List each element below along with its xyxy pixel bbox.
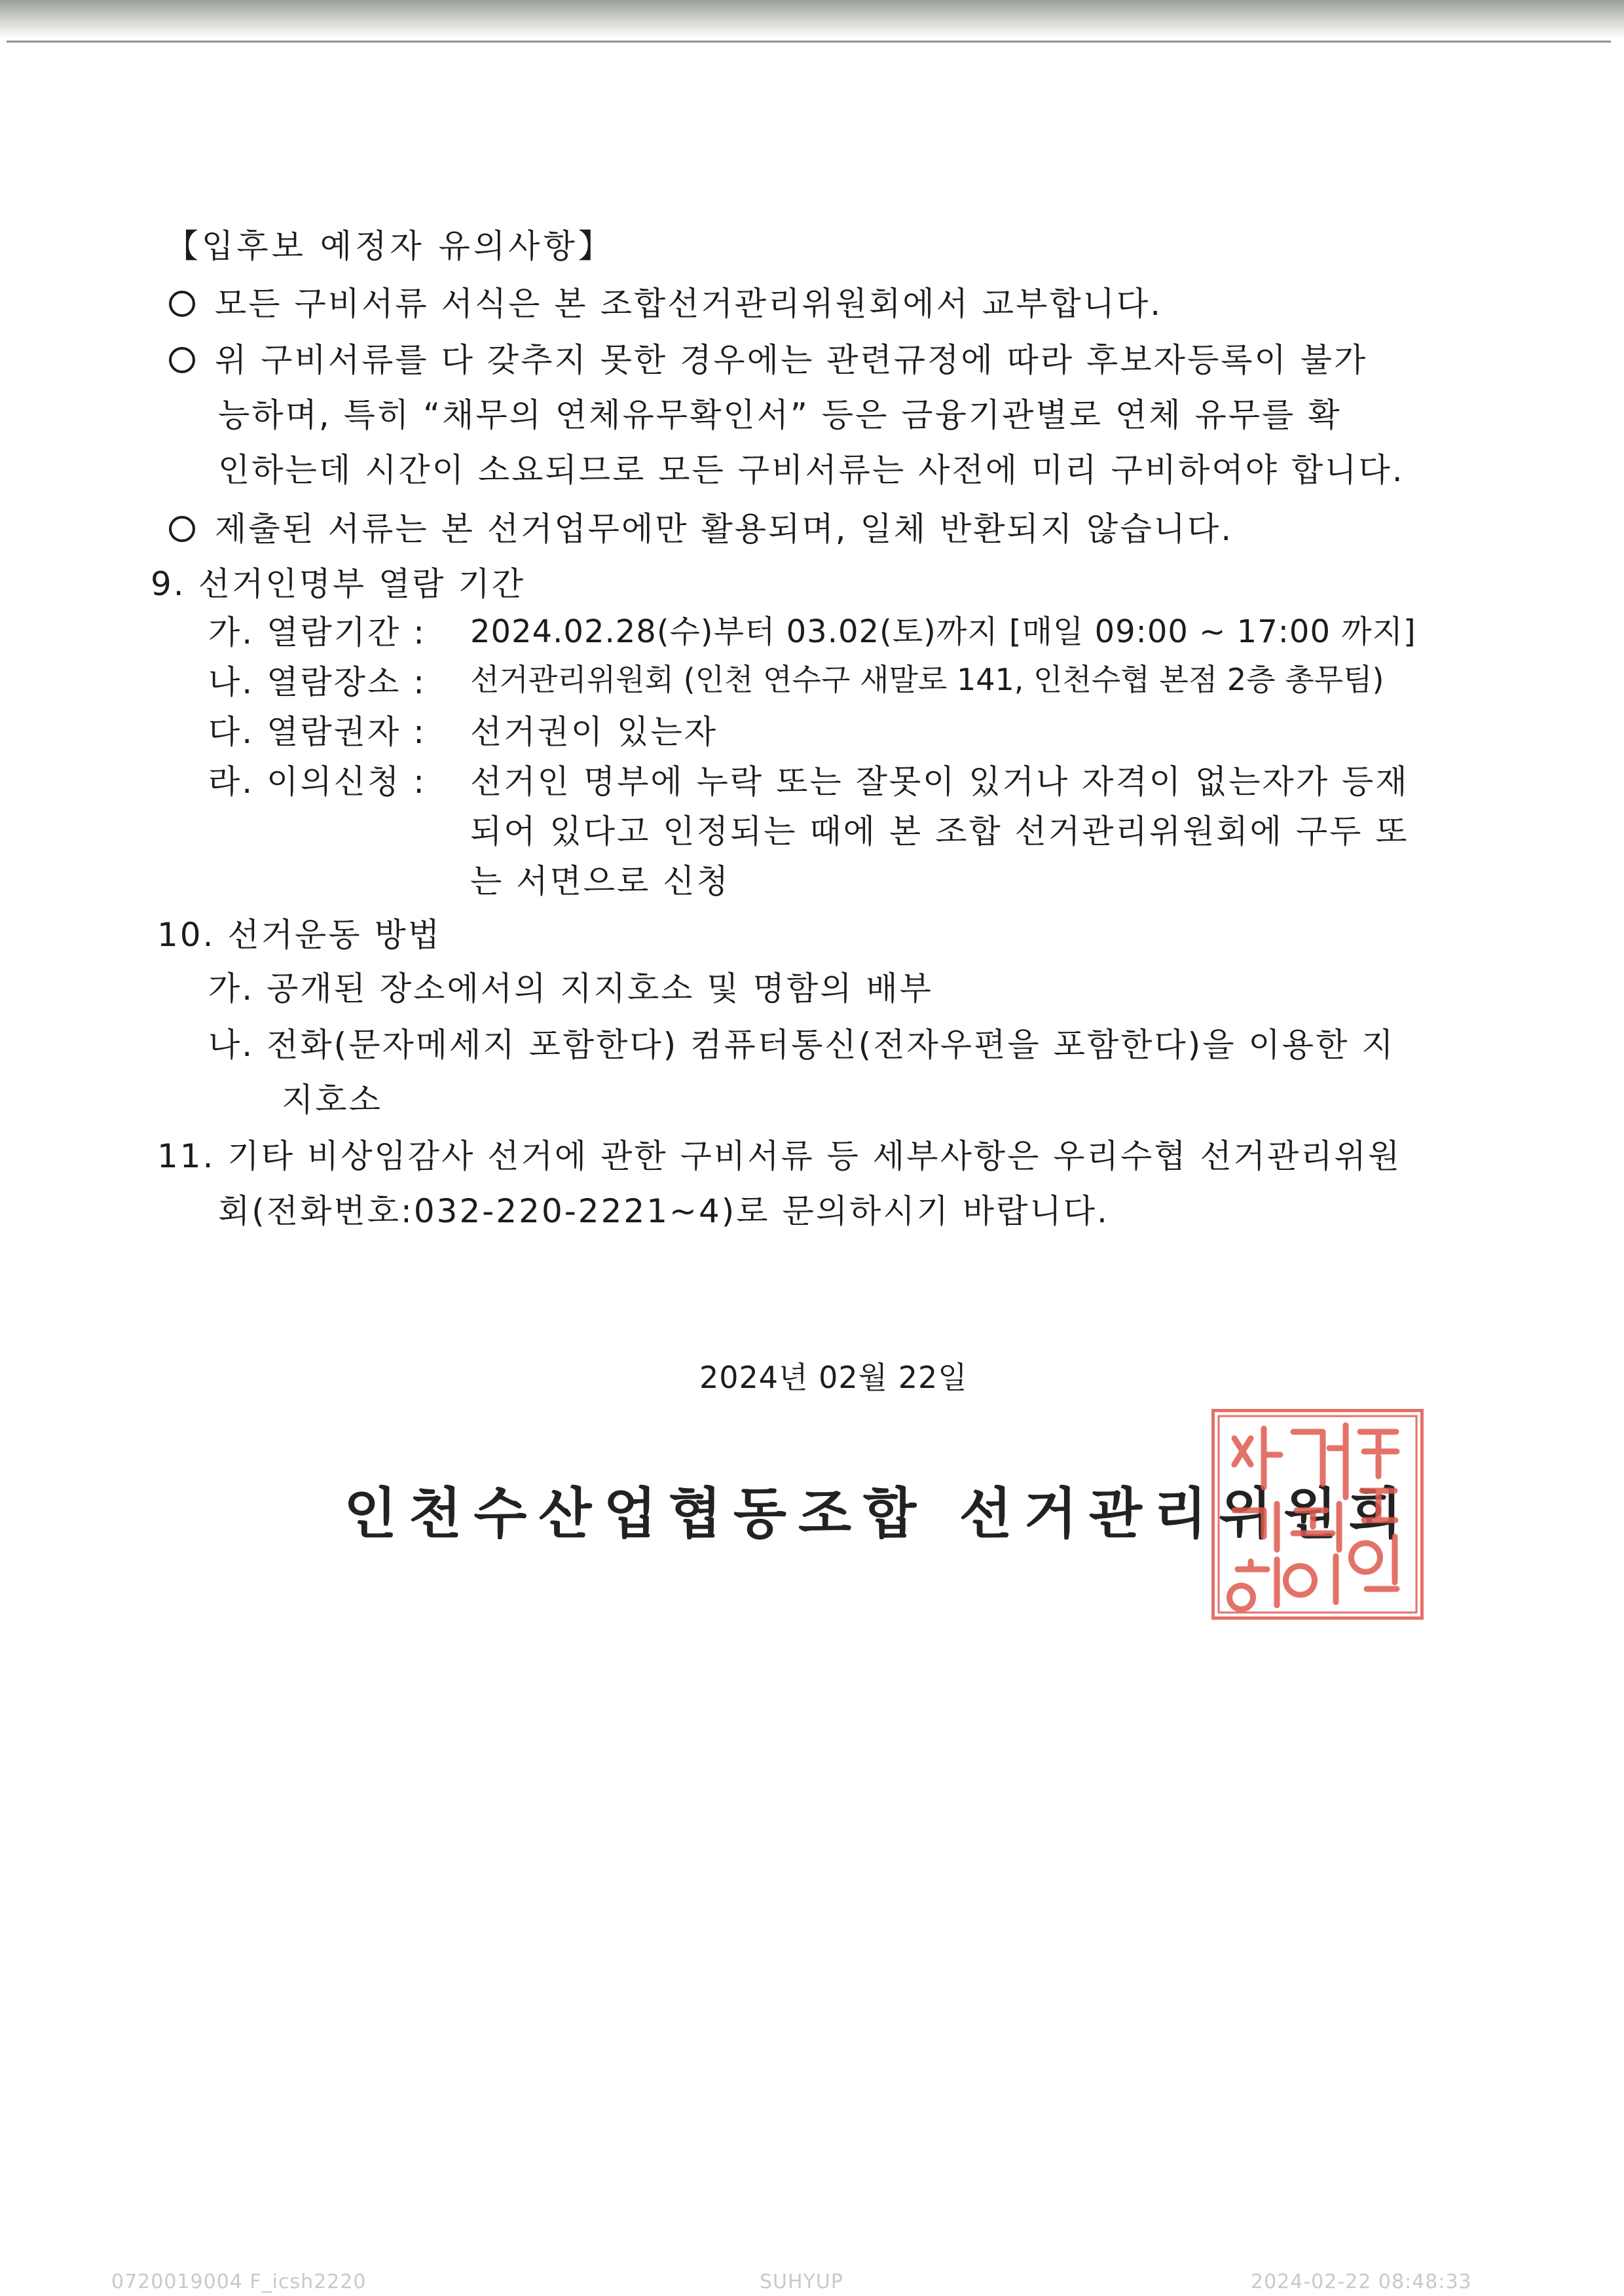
section-9-item-label: 라. 이의신청 : xyxy=(208,763,427,801)
notice-bullet-1: 모든 구비서류 서식은 본 조합선거관리위원회에서 교부합니다. xyxy=(169,278,1162,325)
section-10-heading: 10. 선거운동 방법 xyxy=(157,916,442,954)
section-9-item-value: 2024.02.28(수)부터 03.02(토)까지 [매일 09:00 ~ 17:00 까지] xyxy=(470,613,1416,650)
section-9-item-label: 나. 열람장소 : xyxy=(208,663,427,701)
section-9-heading: 9. 선거인명부 열람 기간 xyxy=(151,565,526,603)
notice-bullet-2: 위 구비서류를 다 갖추지 못한 경우에는 관련규정에 따라 후보자등록이 불가 xyxy=(169,334,1367,381)
notice-bullet-3: 제출된 서류는 본 선거업무에만 활용되며, 일체 반환되지 않습니다. xyxy=(169,503,1233,550)
section-9-item-label: 다. 열람권자 : xyxy=(208,713,427,751)
circle-bullet-icon xyxy=(169,291,195,317)
scan-edge-shadow xyxy=(0,0,1624,38)
section-10-item: 가. 공개된 장소에서의 지지호소 및 명함의 배부 xyxy=(208,970,933,1008)
organization-name: 인천수산업협동조합 선거관리위원회 xyxy=(344,1482,1414,1546)
section-9-item-value: 선거관리위원회 (인천 연수구 새말로 141, 인천수협 본점 2층 총무팀) xyxy=(470,662,1384,697)
notice-bullet-2-line-3: 인하는데 시간이 소요되므로 모든 구비서류는 사전에 미리 구비하여야 합니다. xyxy=(218,451,1405,489)
footer-code: 0720019004 F_icsh2220 xyxy=(111,2270,367,2293)
section-9-item-value: 선거인 명부에 누락 또는 잘못이 있거나 자격이 없는자가 등재 xyxy=(470,763,1409,801)
section-10-item-line: 지호소 xyxy=(282,1081,382,1119)
footer-brand: SUHYUP xyxy=(760,2270,843,2293)
footer-timestamp: 2024-02-22 08:48:33 xyxy=(1251,2270,1472,2293)
section-11-line: 회(전화번호:032-220-2221~4)로 문의하시기 바랍니다. xyxy=(218,1192,1109,1230)
section-11-line: 11. 기타 비상임감사 선거에 관한 구비서류 등 세부사항은 우리수협 선거관리위원 xyxy=(157,1137,1402,1175)
circle-bullet-icon xyxy=(169,347,195,373)
section-10-item: 나. 전화(문자메세지 포함한다) 컴퓨터통신(전자우편을 포함한다)을 이용한 지 xyxy=(208,1026,1395,1064)
section-9-item-label: 가. 열람기간 : xyxy=(208,613,427,651)
section-9-item-value: 선거권이 있는자 xyxy=(470,713,718,751)
official-seal xyxy=(1211,1409,1424,1620)
scan-edge-line xyxy=(7,41,1611,43)
section-9-item-value-line: 는 서면으로 신청 xyxy=(470,862,730,900)
seal-icon xyxy=(1215,1412,1420,1616)
section-9-item-value-line: 되어 있다고 인정되는 때에 본 조합 선거관리위원회에 구두 또 xyxy=(470,812,1409,850)
notice-title: 【입후보 예정자 유의사항】 xyxy=(166,227,614,265)
notice-bullet-2-line-2: 능하며, 특히 “채무의 연체유무확인서” 등은 금융기관별로 연체 유무를 확 xyxy=(218,396,1342,434)
document-date: 2024년 02월 22일 xyxy=(699,1360,968,1395)
circle-bullet-icon xyxy=(169,516,195,542)
